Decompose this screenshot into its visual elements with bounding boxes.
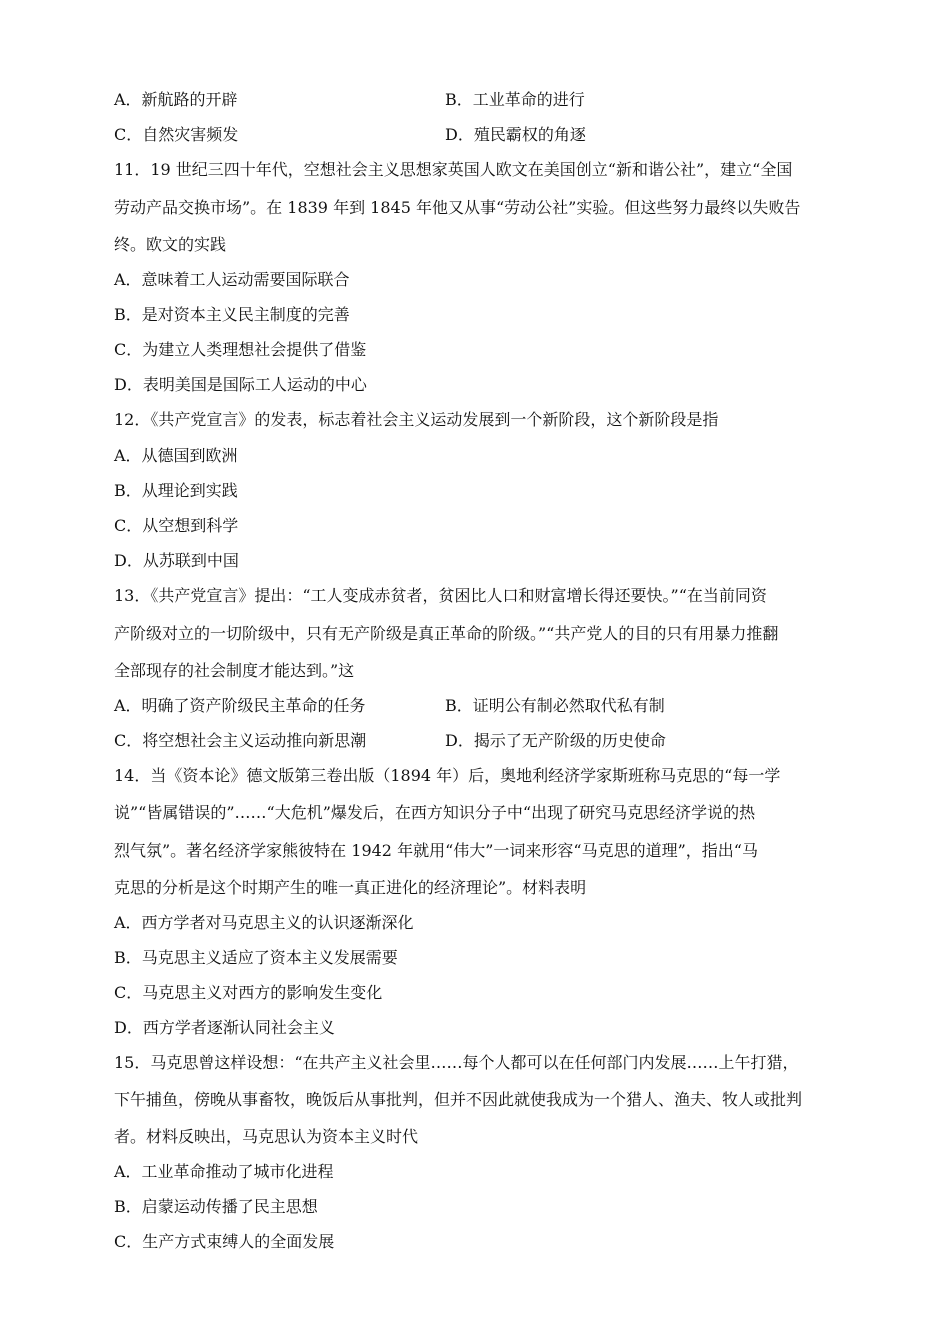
q14-stem-line-2: 说”“皆属错误的”……“大危机”爆发后，在西方知识分子中“出现了研究马克思经济学说的热 (114, 803, 756, 822)
q13-option-c[interactable]: C．将空想社会主义运动推向新思潮 (114, 731, 367, 750)
q13-option-b[interactable]: B．证明公有制必然取代私有制 (445, 696, 665, 715)
q10-option-a[interactable]: A．新航路的开辟 (114, 90, 238, 109)
q10-option-b[interactable]: B．工业革命的进行 (445, 90, 585, 109)
q11-stem-line-3: 终。欧文的实践 (114, 235, 227, 254)
q12-option-b[interactable]: B．从理论到实践 (114, 481, 238, 500)
q13-option-a[interactable]: A．明确了资产阶级民主革命的任务 (114, 696, 366, 715)
q14-option-a[interactable]: A．西方学者对马克思主义的认识逐渐深化 (114, 913, 414, 932)
q10-option-d[interactable]: D．殖民霸权的角逐 (445, 125, 586, 144)
q13-option-d[interactable]: D．揭示了无产阶级的历史使命 (445, 731, 666, 750)
q12-option-c[interactable]: C．从空想到科学 (114, 516, 239, 535)
q12-stem-line-1: 12．《共产党宣言》的发表，标志着社会主义运动发展到一个新阶段，这个新阶段是指 (114, 410, 719, 429)
q13-stem-line-1: 13．《共产党宣言》提出：“工人变成赤贫者，贫困比人口和财富增长得还要快。”“在当前同资 (114, 586, 767, 605)
q11-option-d[interactable]: D．表明美国是国际工人运动的中心 (114, 375, 367, 394)
q12-option-a[interactable]: A．从德国到欧洲 (114, 446, 238, 465)
q14-stem-line-3: 烈气氛”。著名经济学家熊彼特在 1942 年就用“伟大”一词来形容“马克思的道理”，指出“马 (114, 841, 758, 860)
q14-stem-line-4: 克思的分析是这个时期产生的唯一真正进化的经济理论”。材料表明 (114, 878, 587, 897)
q12-option-d[interactable]: D．从苏联到中国 (114, 551, 239, 570)
q15-option-b[interactable]: B．启蒙运动传播了民主思想 (114, 1197, 318, 1216)
q14-option-d[interactable]: D．西方学者逐渐认同社会主义 (114, 1018, 335, 1037)
q11-option-a[interactable]: A．意味着工人运动需要国际联合 (114, 270, 350, 289)
q11-option-c[interactable]: C．为建立人类理想社会提供了借鉴 (114, 340, 367, 359)
q13-stem-line-3: 全部现存的社会制度才能达到。”这 (114, 661, 355, 680)
q14-option-c[interactable]: C．马克思主义对西方的影响发生变化 (114, 983, 383, 1002)
q15-stem-line-3: 者。材料反映出，马克思认为资本主义时代 (114, 1127, 419, 1146)
q15-option-c[interactable]: C．生产方式束缚人的全面发展 (114, 1232, 335, 1251)
q11-stem-line-1: 11．19 世纪三四十年代，空想社会主义思想家英国人欧文在美国创立“新和谐公社”，建立“全国 (114, 160, 793, 179)
q10-option-c[interactable]: C．自然灾害频发 (114, 125, 239, 144)
q11-option-b[interactable]: B．是对资本主义民主制度的完善 (114, 305, 350, 324)
q15-stem-line-1: 15．马克思曾这样设想：“在共产主义社会里……每个人都可以在任何部门内发展……上午打猎， (114, 1053, 799, 1072)
q15-stem-line-2: 下午捕鱼，傍晚从事畜牧，晚饭后从事批判，但并不因此就使我成为一个猎人、渔夫、牧人或批判 (114, 1090, 803, 1109)
q14-stem-line-1: 14．当《资本论》德文版第三卷出版（1894 年）后，奥地利经济学家斯班称马克思的“每一学 (114, 766, 781, 785)
q11-stem-line-2: 劳动产品交换市场”。在 1839 年到 1845 年他又从事“劳动公社”实验。但这些努力最终以失败告 (114, 198, 801, 217)
q15-option-a[interactable]: A．工业革命推动了城市化进程 (114, 1162, 334, 1181)
q13-stem-line-2: 产阶级对立的一切阶级中，只有无产阶级是真正革命的阶级。”“共产党人的目的只有用暴力推翻 (114, 624, 779, 643)
q14-option-b[interactable]: B．马克思主义适应了资本主义发展需要 (114, 948, 398, 967)
